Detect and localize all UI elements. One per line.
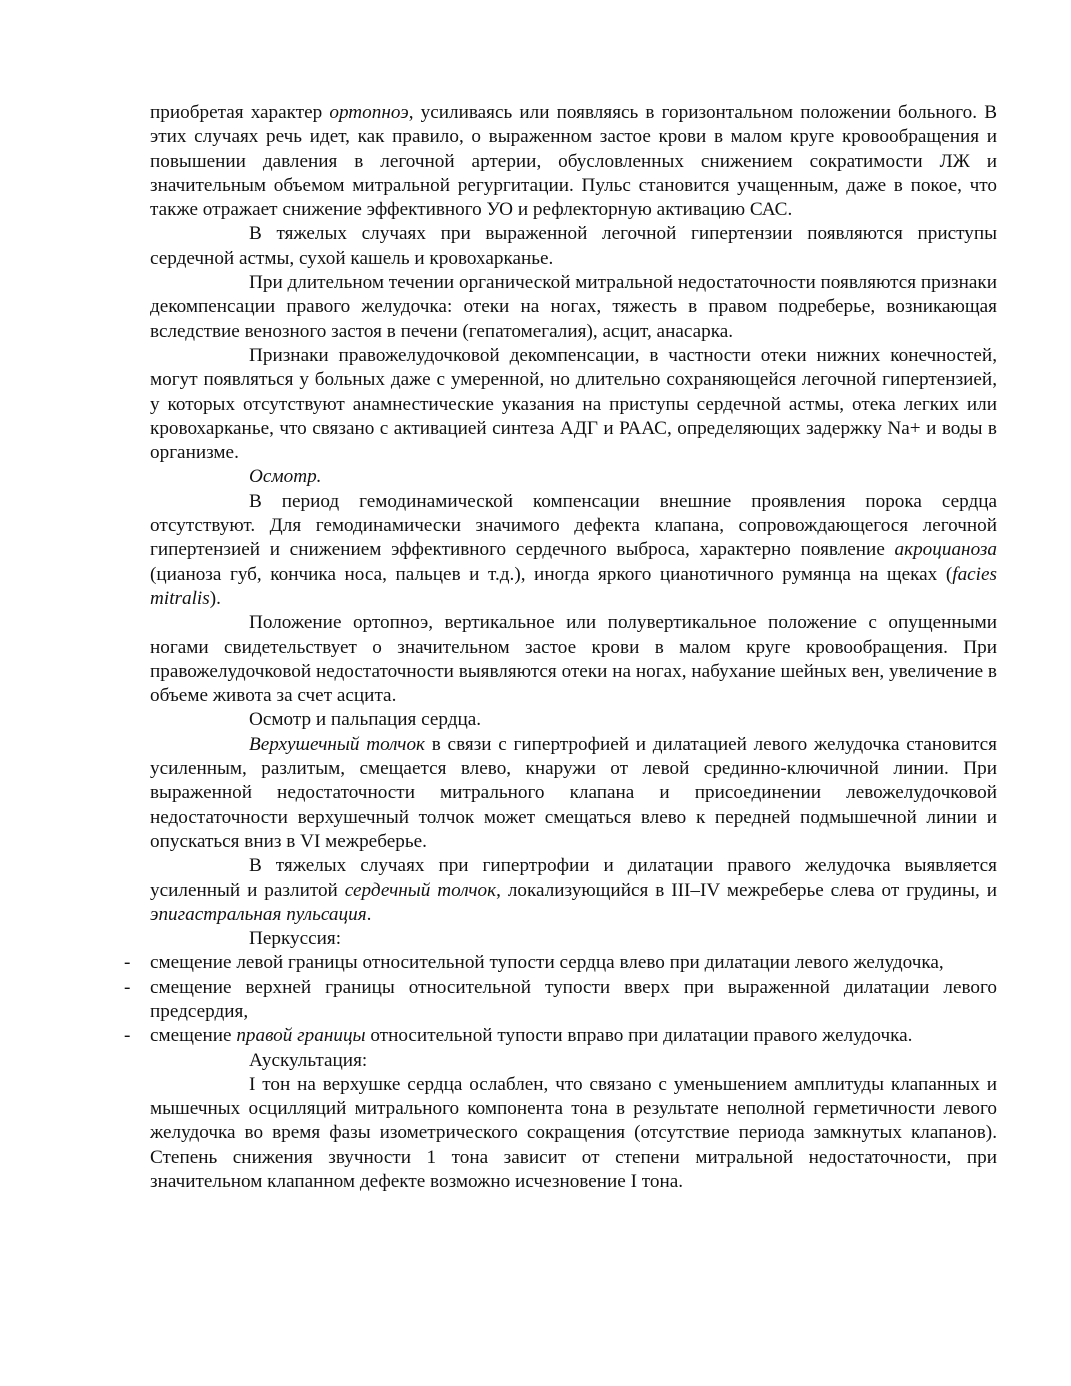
text-run: смещение (150, 1025, 237, 1047)
text-run: , усиливаясь или появляясь в горизонтальном положении больного. В этих случаях речь идет, как правило, о выраженном застое крови в малом круге кровообращения и повышении давления в легочной артерии, обусловленных снижением сократимости ЛЖ и значительным объемом митральной регургитации. Пульс становится учащенным, даже в покое, что также отражает снижение эффективного УО и рефлекторную активацию САС. (150, 102, 997, 221)
italic-term: Верхушечный толчок (249, 733, 426, 755)
text-run: в связи с гипертрофией и дилатацией левого желудочка становится усиленным, разлитым, смещается влево, кнаружи от левой срединно-ключичной линии. При выраженной недостаточности митрального клапана и присоединении левожелудочковой недостаточности верхушечный толчок может смещаться влево к передней подмышечной линии и опускаться вниз в VI межреберье. (150, 733, 998, 852)
paragraph-first-tone (150, 1073, 997, 1194)
heading-percussion: Перкуссия: (249, 928, 342, 950)
paragraph-cardiac-asthma (150, 222, 997, 271)
document-page (150, 101, 997, 1194)
text-run: относительной тупости вправо при дилатации правого желудочка. (365, 1025, 913, 1047)
list-item (150, 976, 997, 1025)
text-run: Положение ортопноэ, вертикальное или полувертикальное положение с опущенными ногами свидетельствует о значительном застое крови в малом круге кровообращения. При правожелудочковой недостаточности выявляются отеки на ногах, набухание шейных вен, увеличение в объеме живота за счет асцита. (150, 612, 997, 707)
text-run: смещение левой границы относительной тупости сердца влево при дилатации левого желудочка, (150, 952, 944, 974)
list-item (150, 951, 997, 975)
text-run: приобретая характер (150, 102, 330, 123)
percussion-list (150, 951, 997, 1048)
text-run: В период гемодинамической компенсации внешние проявления порока сердца отсутствуют. Для гемодинамически значимого дефекта клапана, сопровождающегося легочной гипертензией и снижением эффективного сердечного выброса, характерно появление (150, 490, 997, 561)
paragraph-right-ventricle-decompensation (150, 271, 997, 344)
heading-palpation: Осмотр и пальпация сердца. (249, 709, 482, 731)
list-item (150, 1024, 997, 1048)
text-run: смещение верхней границы относительной тупости вверх при выраженной дилатации левого предсердия, (150, 976, 997, 1022)
paragraph-edema-signs (150, 344, 997, 465)
text-run: (цианоза губ, кончика носа, пальцев и т.д.), иногда яркого цианотичного румянца на щеках ( (150, 563, 953, 585)
text-run: . (366, 903, 372, 925)
text-run: В тяжелых случаях при выраженной легочной гипертензии появляются приступы сердечной астмы, сухой кашель и кровохарканье. (150, 223, 997, 269)
paragraph-orthopnea (150, 101, 997, 222)
text-run: , локализующийся в III–IV межреберье слева от грудины, и (496, 879, 997, 901)
text-run: I тон на верхушке сердца ослаблен, что связано с уменьшением амплитуды клапанных и мышечных осцилляций митрального компонента тона в результате неполной герметичности левого желудочка во время фазы изометрического сокращения (отсутствие периода замкнутых клапанов). Степень снижения звучности 1 тона зависит от степени митральной недостаточности, при значительном клапанном дефекте возможно исчезновение I тона. (150, 1073, 997, 1193)
heading-osmotr-text: Осмотр. (249, 466, 322, 488)
italic-term: эпигастральная пульсация (150, 903, 367, 925)
italic-term: ортопноэ (329, 102, 409, 123)
text-run: В тяжелых случаях при гипертрофии и дилатации правого желудочка выявляется усиленный и разлитой (150, 855, 997, 901)
italic-term: акроцианоза (894, 539, 997, 561)
text-run: ). (209, 587, 221, 609)
text-run: При длительном течении органической митральной недостаточности появляются признаки декомпенсации правого желудочка: отеки на ногах, тяжесть в правом подреберье, возникающая вследствие венозного застоя в печени (гепатомегалия), асцит, анасарка. (150, 272, 997, 342)
text-run: Признаки правожелудочковой декомпенсации, в частности отеки нижних конечностей, могут появляться у больных даже с умеренной, но длительно сохраняющейся легочной гипертензией, у которых отсутствуют анамнестические указания на приступы сердечной астмы, отека легких или кровохарканье, что связано с активацией синтеза АДГ и РААС, определяющих задержку Na+ и воды в организме. (150, 344, 997, 464)
heading-auscultation: Аускультация: (249, 1049, 368, 1071)
paragraph-orthopnea-position (150, 611, 997, 708)
italic-term: сердечный толчок (344, 879, 497, 901)
italic-term: facies mitralis (150, 563, 997, 609)
paragraph-apex-beat (150, 733, 997, 854)
italic-term: правой границы (236, 1025, 366, 1047)
paragraph-acrocyanosis (150, 490, 997, 611)
heading-osmotr (150, 465, 997, 489)
paragraph-heart-beat (150, 854, 997, 927)
